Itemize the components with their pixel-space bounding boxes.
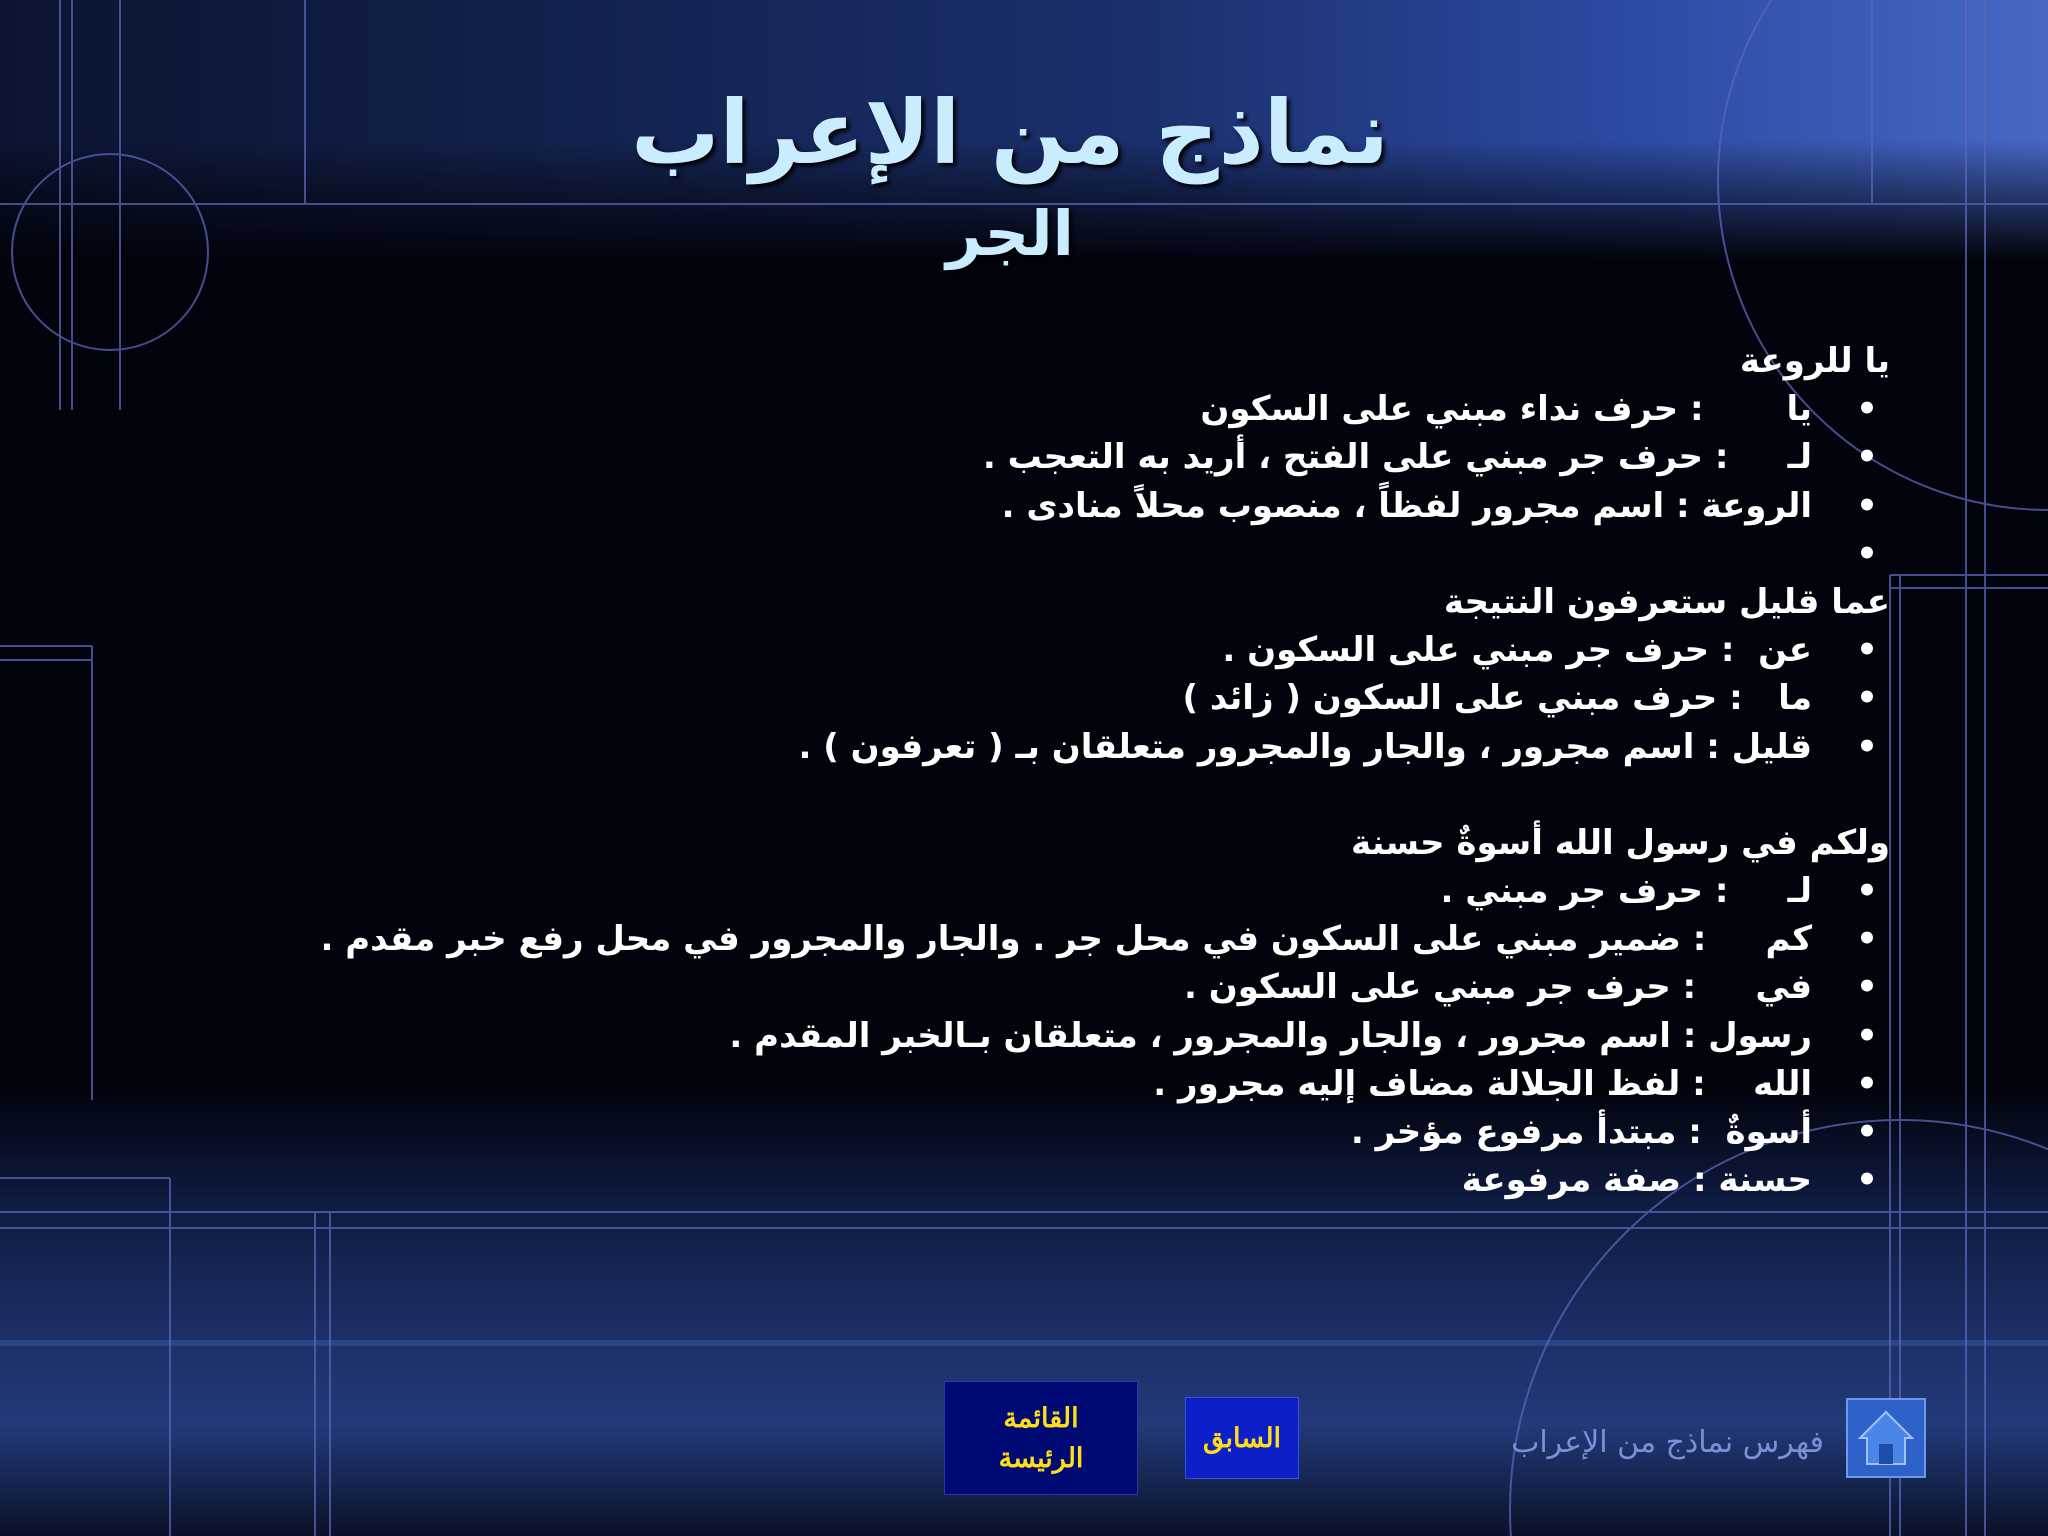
bullet-icon: • xyxy=(1856,630,1878,671)
slide-subtitle: الجر xyxy=(946,197,1074,270)
list-item xyxy=(110,1156,1890,1204)
list-item xyxy=(110,433,1890,481)
list-item xyxy=(110,626,1890,674)
list-item xyxy=(110,915,1890,963)
line-text: لـ : حرف جر مبني على الفتح ، أريد به التعجب . xyxy=(982,437,1812,478)
list-item xyxy=(110,1012,1890,1060)
list-item xyxy=(110,578,1890,626)
bullet-icon: • xyxy=(1856,437,1878,478)
line-text: الله : لفظ الجلالة مضاف إليه مجرور . xyxy=(1153,1063,1812,1104)
line-text: أسوةٌ : مبتدأ مرفوع مؤخر . xyxy=(1350,1112,1812,1152)
line-text: كم : ضمير مبني على السكون في محل جر . والجار والمجرور في محل رفع خبر مقدم . xyxy=(320,919,1812,960)
line-text: رسول : اسم مجرور ، والجار والمجرور ، متعلقان بـالخبر المقدم . xyxy=(729,1015,1812,1056)
line-text: يا : حرف نداء مبني على السكون xyxy=(1200,389,1812,430)
list-item xyxy=(110,819,1890,867)
list-item xyxy=(110,674,1890,722)
previous-button-label: السابق xyxy=(1202,1422,1282,1453)
bullet-icon: • xyxy=(1856,967,1878,1008)
bullet-icon: • xyxy=(1856,485,1878,526)
home-icon xyxy=(1848,1400,1924,1476)
line-text: قليل : اسم مجرور ، والجار والمجرور متعلقان بـ ( تعرفون ) . xyxy=(798,726,1812,767)
index-link[interactable]: فهرس نماذج من الإعراب xyxy=(1511,1425,1824,1460)
bullet-icon: • xyxy=(1856,389,1878,430)
line-text: في : حرف جر مبني على السكون . xyxy=(1183,967,1812,1008)
list-item xyxy=(110,963,1890,1011)
list-item xyxy=(110,867,1890,915)
line-text: حسنة : صفة مرفوعة xyxy=(1461,1160,1812,1201)
previous-button[interactable] xyxy=(1185,1397,1299,1479)
home-button[interactable] xyxy=(1846,1398,1926,1478)
bullet-icon: • xyxy=(1856,678,1878,719)
list-item xyxy=(110,337,1890,385)
line-text: عن : حرف جر مبني على السكون . xyxy=(1222,630,1812,671)
list-item xyxy=(110,1060,1890,1108)
line-text: الروعة : اسم مجرور لفظاً ، منصوب محلاً منادى . xyxy=(1001,485,1812,526)
slide-content xyxy=(110,337,1890,1204)
main-menu-button[interactable] xyxy=(944,1381,1138,1495)
list-item xyxy=(110,1108,1890,1156)
list-item xyxy=(110,723,1890,771)
line-text: عما قليل ستعرفون النتيجة xyxy=(1443,581,1890,622)
line-text: ما : حرف مبني على السكون ( زائد ) xyxy=(1182,678,1812,719)
list-item xyxy=(110,530,1890,578)
line-text: لـ : حرف جر مبني . xyxy=(1440,871,1812,912)
bullet-icon: • xyxy=(1856,1063,1878,1104)
bullet-icon: • xyxy=(1856,1112,1878,1152)
main-menu-label-line1: القائمة xyxy=(1003,1403,1079,1433)
line-text: يا للروعة xyxy=(1739,341,1890,381)
main-menu-label-line2: الرئيسة xyxy=(998,1443,1084,1473)
bullet-icon: • xyxy=(1856,871,1878,912)
list-item xyxy=(110,482,1890,530)
list-item xyxy=(110,385,1890,433)
bullet-icon: • xyxy=(1856,533,1878,574)
list-spacer xyxy=(110,771,1890,819)
bullet-icon: • xyxy=(1856,1015,1878,1056)
slide-title: نماذج من الإعراب xyxy=(631,81,1389,184)
line-text: ولكم في رسول الله أسوةٌ حسنة xyxy=(1350,822,1890,863)
bullet-icon: • xyxy=(1856,1160,1878,1201)
bullet-icon: • xyxy=(1856,919,1878,960)
bullet-icon: • xyxy=(1856,726,1878,767)
